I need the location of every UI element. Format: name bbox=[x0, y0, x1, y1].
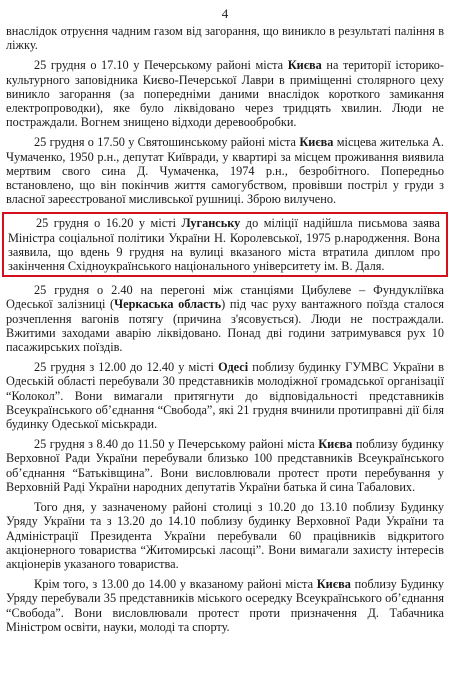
text-run: Того дня, у зазначеному районі столиці з 10.20 до 13.10 поблизу Будинку Уряду України та з 13.20 до 14.10 поблизу будинку Верховної Ради України та Адміністрації Президента України перебували 60 працівників відкритого акціонерного товариства “Житомирські ласощі”. Вони вимагали захисту інтересів акціонерів указаного товариства. bbox=[6, 500, 444, 571]
paragraph-luhansk-diploma bbox=[8, 216, 440, 273]
text-run: Крім того, з 13.00 до 14.00 у вказаному районі міста bbox=[34, 577, 317, 592]
paragraph-kyiv-lavra-fire bbox=[6, 58, 444, 129]
paragraph-continuation bbox=[6, 24, 444, 52]
text-run: 25 грудня о 16.20 у місті bbox=[36, 216, 182, 231]
paragraph-zhytomyr-sweets bbox=[6, 500, 444, 571]
city-name: Одесі bbox=[218, 360, 249, 375]
text-run: поблизу будинку ГУМВС України в Одеській області перебували 30 представників молодіжної громадської організації “Колокол”. Вони вимагали притягнути до відповідальності представників Всеукраїнського об’єднання “Свобода”, які 21 грудня вчинили протиправні дії біля будинку Одеської міськради. bbox=[6, 360, 445, 432]
text-run: внаслідок отруєння чадним газом від загорання, що виникло в результаті палiння в лiжку. bbox=[6, 24, 444, 53]
text-run: місцева жителька А. Чумаченко, 1950 р.н., депутат Київради, у квартирі за місцем проживання виявила мертвим свого сина Д. Чумаченка, 1974 р.н., безробітного. Попередньо встановлено, що він покінчив життя самогубством, провівши постріл у груди з власної зареєстрованої мисливської рушниці. Зброю вилучено. bbox=[6, 135, 445, 207]
page-number: 4 bbox=[221, 6, 229, 21]
text-run: 25 грудня о 17.10 у Печерському районі міста bbox=[34, 58, 288, 73]
paragraph-cherkasy-train bbox=[6, 283, 444, 354]
text-run: 25 грудня з 12.00 до 12.40 у місті bbox=[34, 360, 219, 375]
text-run: до міліції надійшла письмова заява Міністра соціальної політики України Н. Королевської, 1975 р.народження. Вона заявила, що вдень 9 грудня на вулиці вказаного міста втратила диплом про закінчення Східноукраїнського національного університету ім. В. Даля. bbox=[8, 216, 440, 274]
city-name: Києва bbox=[287, 58, 322, 73]
text-run: поблизу Будинку Уряду перебували 35 представників міського осередку Всеукраїнського об’єднання “Свобода”. Вони висловлювали протест проти призначення Д. Табачника Міністром освіти, науки, молоді та спорту. bbox=[6, 577, 444, 634]
highlighted-paragraph-box bbox=[2, 212, 448, 277]
region-name: Черкаська область bbox=[114, 297, 222, 312]
city-name: Києва bbox=[316, 577, 351, 592]
city-name: Києва bbox=[318, 437, 353, 452]
text-run: на території історико-культурного заповідника Києво-Печерської Лаври в приміщенні столярного цеху виникло загорання (за попередніми даними внаслідок короткого замикання електропроводки), яке було ліквідовано через тридцять хвилин. Люди не постраждали. Вогнем знищено відходи деревообробки. bbox=[6, 58, 444, 130]
text-run: ) під час руху вантажного поїзда сталося розчеплення вагонів потягу (причина з'ясовується). Люди не постраждали. Вжитими заходами аварію ліквідовано. Понад дві години затримувався рух 10 пасажирських поїздів. bbox=[6, 297, 444, 355]
paragraph-kyiv-chumachenko bbox=[6, 135, 444, 206]
city-name: Луганську bbox=[181, 216, 241, 231]
text-run: 25 грудня з 8.40 до 11.50 у Печерському районі міста bbox=[34, 437, 319, 452]
paragraph-kyiv-svoboda bbox=[6, 577, 444, 634]
text-run: 25 грудня о 2.40 на перегоні між станціями Цибулеве – Фундуклiївка Одеської залізниці ( bbox=[6, 283, 444, 312]
text-run: поблизу будинку Верховної Ради України перебували близько 100 представників Всеукраїнського об’єднання “Батьківщина”. Вони висловлювали протест проти перебування у Верховній Раді України народних депутатів України батька й сина Табалових. bbox=[6, 437, 444, 494]
paragraph-kyiv-batkivshchyna bbox=[6, 437, 444, 494]
document-body bbox=[6, 24, 444, 640]
city-name: Києва bbox=[299, 135, 334, 150]
text-run: 25 грудня о 17.50 у Святошинському районі міста bbox=[34, 135, 300, 150]
paragraph-odesa-protest bbox=[6, 360, 444, 431]
